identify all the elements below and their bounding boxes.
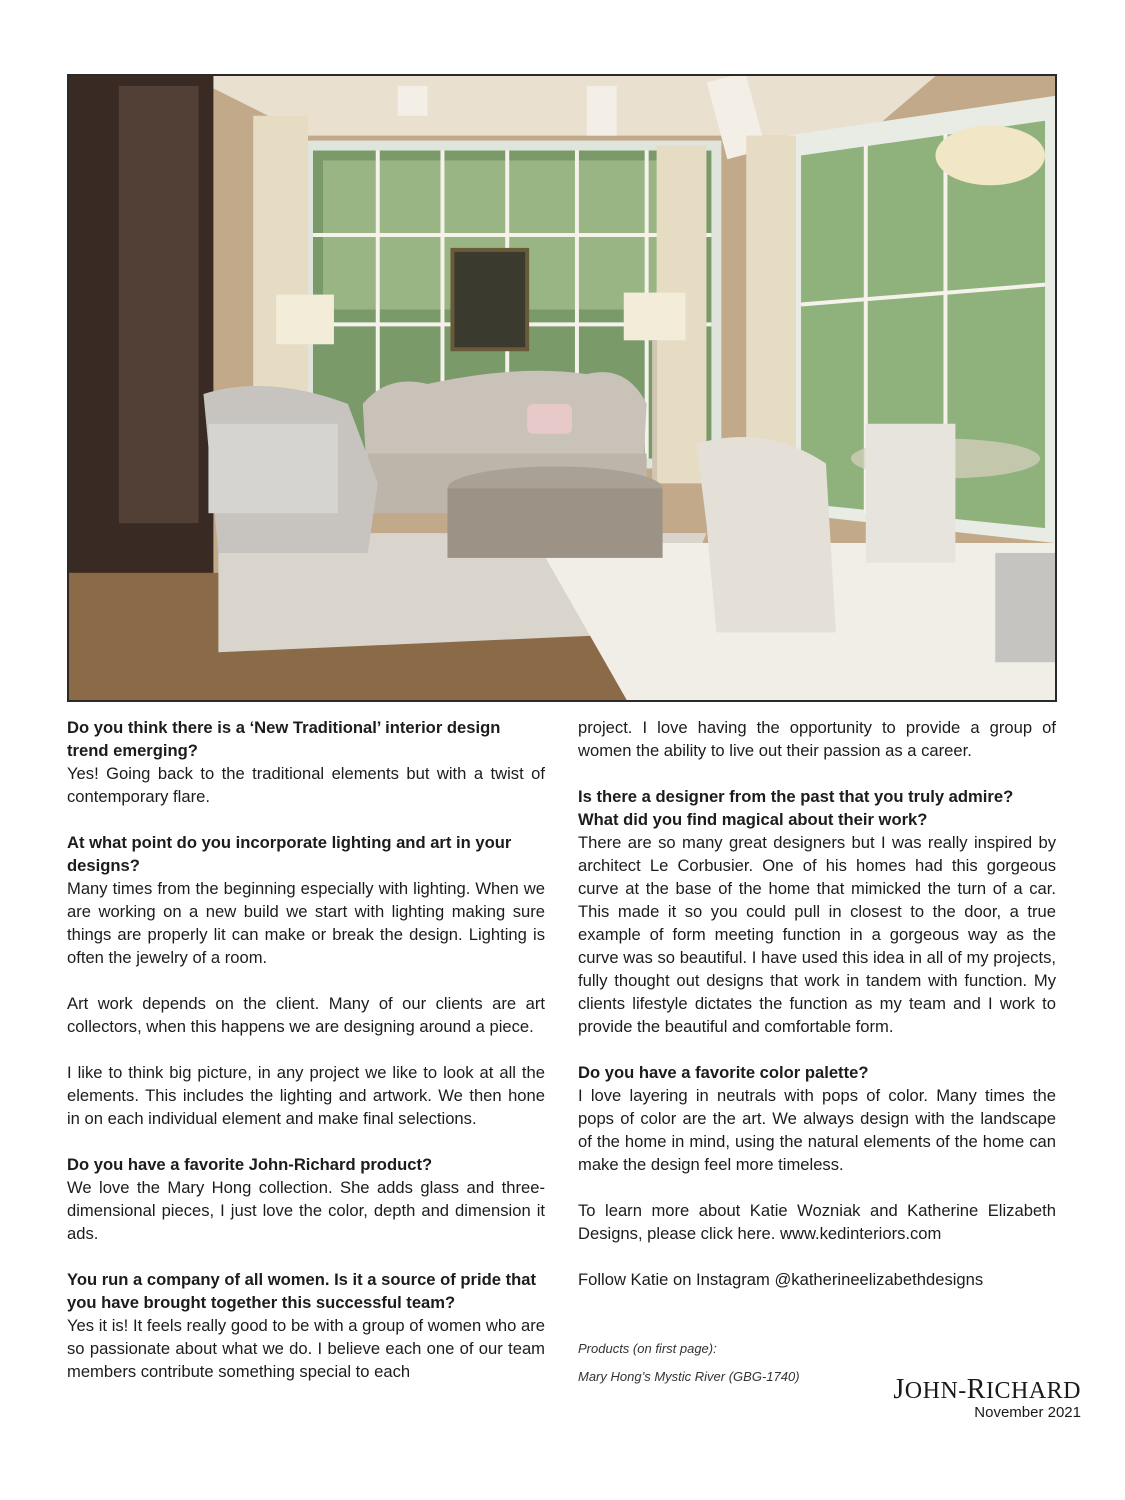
issue-date: November 2021 <box>974 1404 1081 1421</box>
paragraph: project. I love having the opportunity to provide a group of women the ability to live out their passion as a career. <box>578 718 1056 760</box>
paragraph: Art work depends on the client. Many of our clients are art collectors, when this happens we are designing around a piece. <box>67 994 545 1036</box>
answer: Many times from the beginning especially with lighting. When we are working on a new build we start with lighting making sure things are properly lit can make or break the design. Lighting is often the jewelry of a room. <box>67 879 545 967</box>
qa-block <box>578 785 1056 1038</box>
left-column <box>67 716 545 1383</box>
answer: There are so many great designers but I was really inspired by architect Le Corbusier. One of his homes had this gorgeous curve at the base of the home that mimicked the turn of a car. This made it so you could pull in closest to the door, a true example of form meeting function in a gorgeous way as the curve was so beautiful. I have used this idea in all of my projects, fully thought out designs that work in tandem with function. My clients lifestyle dictates the function as my team and I work to provide the beautiful and comfortable form. <box>578 833 1056 1036</box>
question: Do you think there is a ‘New Traditional’ interior design trend emerging? <box>67 718 501 760</box>
paragraph: I like to think big picture, in any project we like to look at all the elements. This includes the lighting and artwork. We then hone in on each individual element and make final selections. <box>67 1063 545 1128</box>
qa-block <box>67 831 545 969</box>
product-credits <box>578 1340 800 1396</box>
question: You run a company of all women. Is it a source of pride that you have brought together this successful team? <box>67 1270 536 1312</box>
question: Is there a designer from the past that you truly admire? What did you find magical about their work? <box>578 787 1014 829</box>
credits-product: Mary Hong’s Mystic River (GBG-1740) <box>578 1369 800 1384</box>
website-link-paragraph[interactable]: To learn more about Katie Wozniak and Katherine Elizabeth Designs, please click here. www.kedinteriors.com <box>578 1201 1056 1243</box>
qa-block <box>67 1268 545 1383</box>
instagram-paragraph[interactable]: Follow Katie on Instagram @katherineelizabethdesigns <box>578 1270 984 1289</box>
answer: Yes! Going back to the traditional elements but with a twist of contemporary flare. <box>67 764 545 806</box>
answer: We love the Mary Hong collection. She adds glass and three-dimensional pieces, I just love the color, depth and dimension it ads. <box>67 1178 545 1243</box>
hero-photo <box>67 74 1057 702</box>
question: At what point do you incorporate lighting and art in your designs? <box>67 833 512 875</box>
qa-block <box>578 1061 1056 1176</box>
brand-logo: JOHN-RICHARD <box>893 1374 1081 1405</box>
room-illustration <box>69 76 1055 700</box>
qa-block <box>67 716 545 808</box>
credits-heading: Products (on first page): <box>578 1341 717 1356</box>
question: Do you have a favorite John-Richard product? <box>67 1155 433 1174</box>
qa-block <box>67 1153 545 1245</box>
answer: Yes it is! It feels really good to be with a group of women who are so passionate about what we do. I believe each one of our team members contribute something special to each <box>67 1316 545 1381</box>
right-column <box>578 716 1056 1314</box>
question: Do you have a favorite color palette? <box>578 1063 869 1082</box>
answer: I love layering in neutrals with pops of color. Many times the pops of color are the art. We always design with the landscape of the home in mind, using the natural elements of the home can make the design feel more timeless. <box>578 1086 1056 1174</box>
